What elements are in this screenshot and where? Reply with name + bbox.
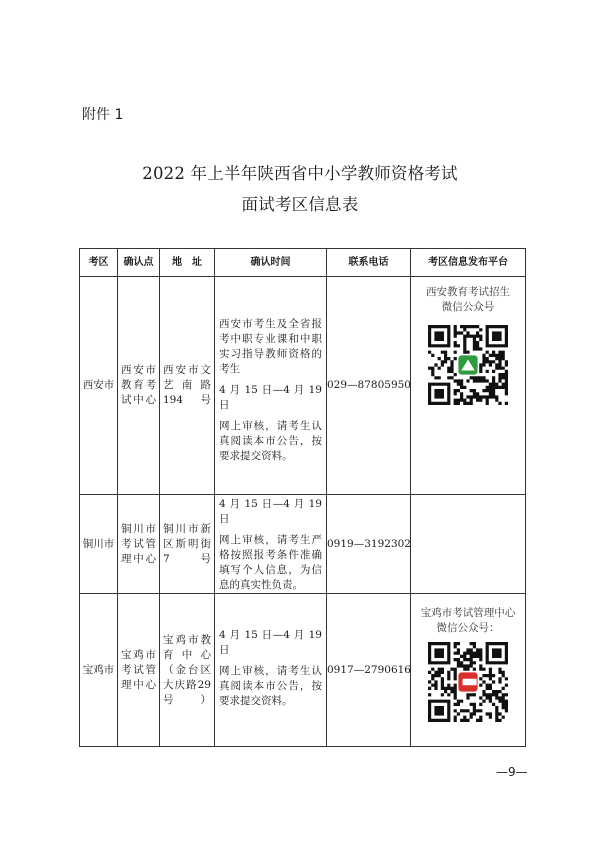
time-paragraph: 4 月 15 日—4 月 19 日: [219, 498, 322, 525]
phone-cell: 0917—2790616: [327, 594, 411, 747]
confirm-time-cell: [215, 495, 327, 594]
header-address: 地 址: [160, 249, 215, 277]
time-paragraph: 网上审核，请考生严格按照报考条件准确填写个人信息，为信息的真实性负责。: [219, 534, 322, 591]
platform-cell: [411, 495, 526, 594]
confirm-point-cell: 宝鸡市考试管理中心: [118, 594, 160, 747]
table-row-tongchuan: [80, 495, 526, 594]
document-title-line2: 面试考区信息表: [241, 195, 359, 214]
header-confirm-time: 确认时间: [215, 249, 327, 277]
address-cell: 宝鸡市教育中心（金台区大庆路29号）: [160, 594, 215, 747]
time-paragraph: 网上审核，请考生认真阅读本市公告，按要求提交资料。: [219, 665, 322, 707]
page-number: —9—: [496, 765, 528, 779]
area-cell: 宝鸡市: [80, 594, 118, 747]
platform-name: 宝鸡市考试管理中心 微信公众号：: [420, 607, 516, 634]
document-title-line1: 2022 年上半年陕西省中小学教师资格考试: [142, 164, 458, 183]
time-paragraph: 网上审核，请考生认真阅读本市公告，按要求提交资料。: [219, 420, 322, 462]
attachment-label: 附件 1: [82, 107, 124, 123]
qr-code-icon: [428, 325, 508, 405]
platform-name: 西安教育考试招生 微信公众号: [426, 286, 510, 313]
time-paragraph: 西安市考生及全省报考中职专业课和中职实习指导教师资格的考生: [219, 318, 322, 375]
phone-cell: 029—87805950: [327, 277, 411, 495]
header-platform: 考区信息发布平台: [411, 249, 526, 277]
header-confirm-point: 确认点: [118, 249, 160, 277]
exam-area-info-table: [79, 248, 526, 747]
qr-code-icon: [428, 642, 508, 722]
address-cell: 西安市文艺南路194号: [160, 277, 215, 495]
address-cell: 铜川市新区斯明街7号: [160, 495, 215, 594]
confirm-time-cell: [215, 277, 327, 495]
time-paragraph: 4 月 15 日—4 月 19 日: [219, 384, 322, 411]
confirm-point-cell: 西安市教育考试中心: [118, 277, 160, 495]
table-header-row: [80, 249, 526, 277]
confirm-time-cell: [215, 594, 327, 747]
time-paragraph: 4 月 15 日—4 月 19 日: [219, 629, 322, 656]
table-row-baoji: [80, 594, 526, 747]
platform-cell: [411, 277, 526, 495]
confirm-point-cell: 铜川市考试管理中心: [118, 495, 160, 594]
area-cell: 西安市: [80, 277, 118, 495]
table-row-xian: [80, 277, 526, 495]
header-phone: 联系电话: [327, 249, 411, 277]
phone-cell: 0919—3192302: [327, 495, 411, 594]
platform-cell: [411, 594, 526, 747]
header-area: 考区: [80, 249, 118, 277]
area-cell: 铜川市: [80, 495, 118, 594]
